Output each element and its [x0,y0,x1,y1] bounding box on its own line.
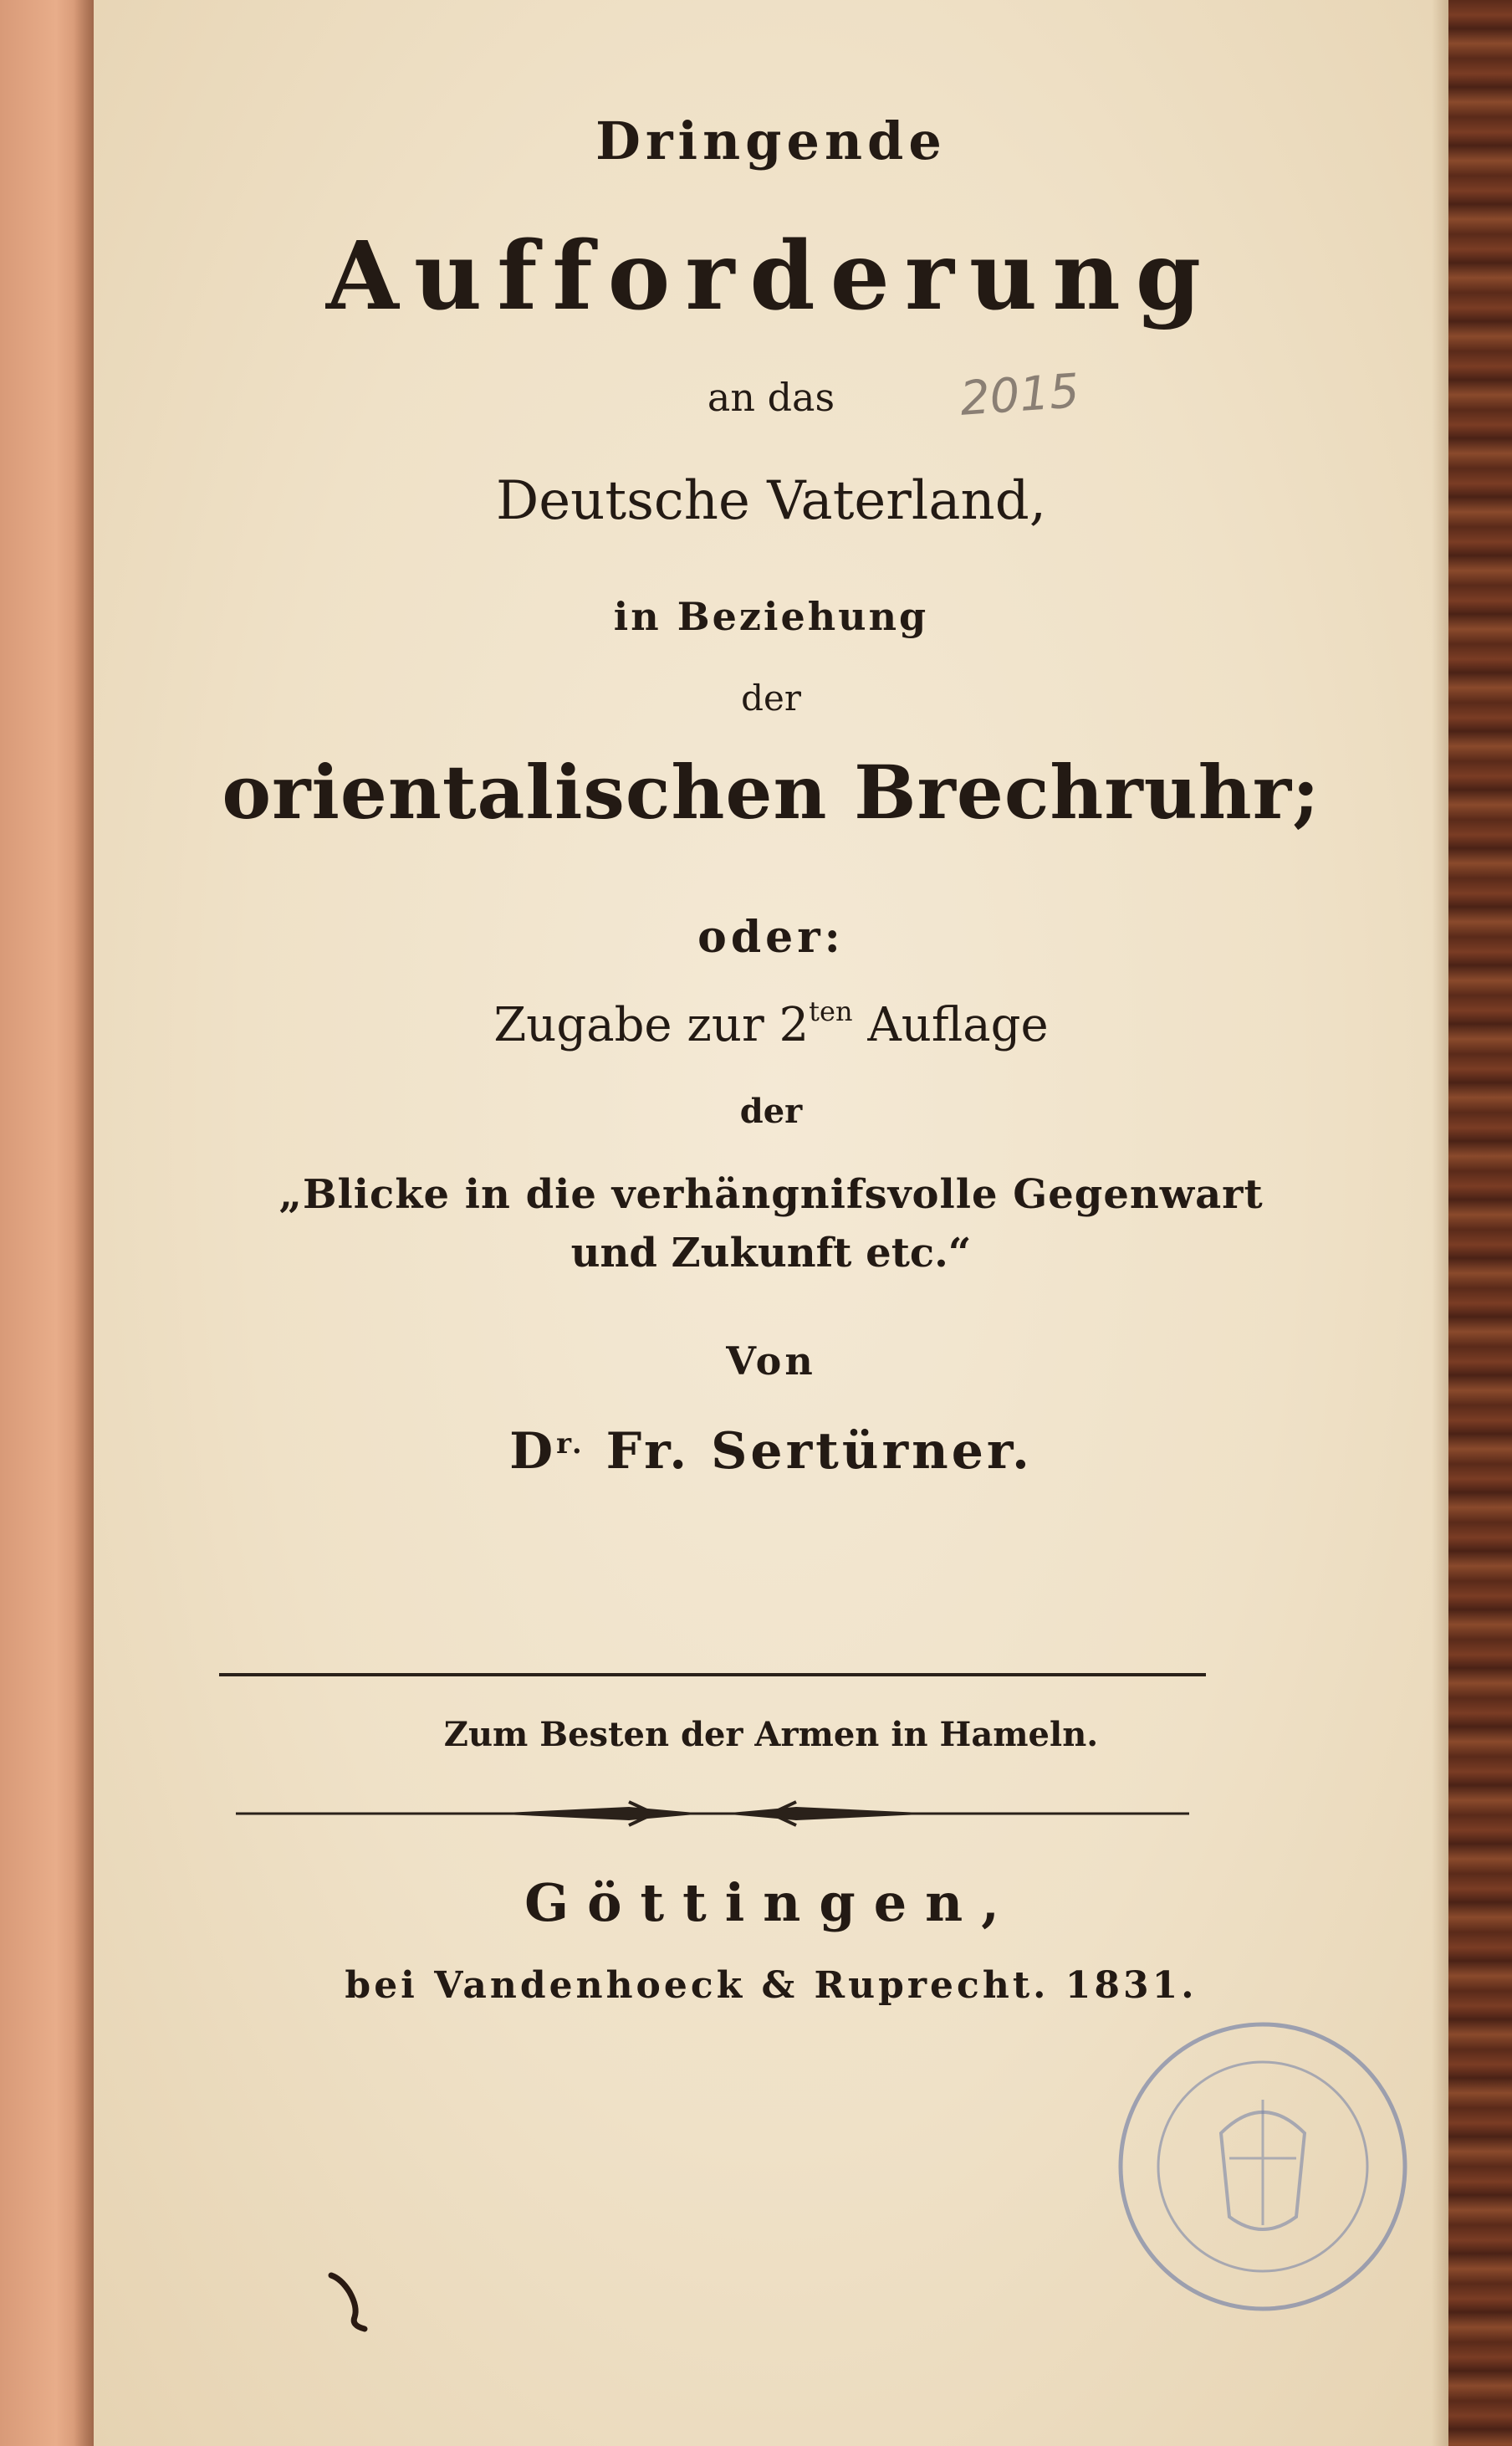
horizontal-rule [219,1673,1206,1676]
author-prefix-superscript: r. [556,1427,585,1461]
author-name [94,1422,1448,1481]
title-line-zukunft: und Zukunft etc.“ [570,1230,972,1277]
title-line-dringende: Dringende [595,110,947,171]
zugabe-text: Zugabe zur 2 [493,998,810,1052]
dedication-line: Zum Besten der Armen in Hameln. [443,1715,1099,1754]
title-line-blicke: „Blicke in die verhängnifsvolle Gegenwart [278,1171,1264,1218]
cover-shadow [74,0,94,2446]
zugabe-superscript: ten [809,995,853,1027]
title-line-der: der [741,678,801,719]
title-line-von: Von [726,1338,816,1384]
ink-mark [324,2267,383,2334]
imprint-city: Göttingen, [524,1872,1018,1933]
library-stamp [1104,2008,1422,2326]
title-line-vaterland: Deutsche Vaterland, [495,470,1047,532]
title-line-zugabe [94,995,1448,1052]
handwritten-shelf-number: 2015 [958,364,1081,427]
title-line-brechruhr: orientalischen Brechruhr; [222,749,1320,836]
author-prefix: D [509,1422,557,1481]
author-surname: Fr. Sertürner. [585,1422,1033,1481]
ornamental-rule [236,1797,1189,1830]
imprint-publisher: bei Vandenhoeck & Ruprecht. 1831. [345,1964,1198,2007]
book-spine [1448,0,1512,2446]
title-line-aufforderung: Aufforderung [325,222,1217,331]
page-edge-shadow [1432,0,1448,2446]
title-line-der-second: der [739,1092,803,1131]
title-line-an-das: an das [707,375,835,420]
title-line-beziehung: in Beziehung [613,594,929,639]
title-line-oder: oder: [697,912,845,963]
zugabe-auflage: Auflage [852,998,1049,1052]
